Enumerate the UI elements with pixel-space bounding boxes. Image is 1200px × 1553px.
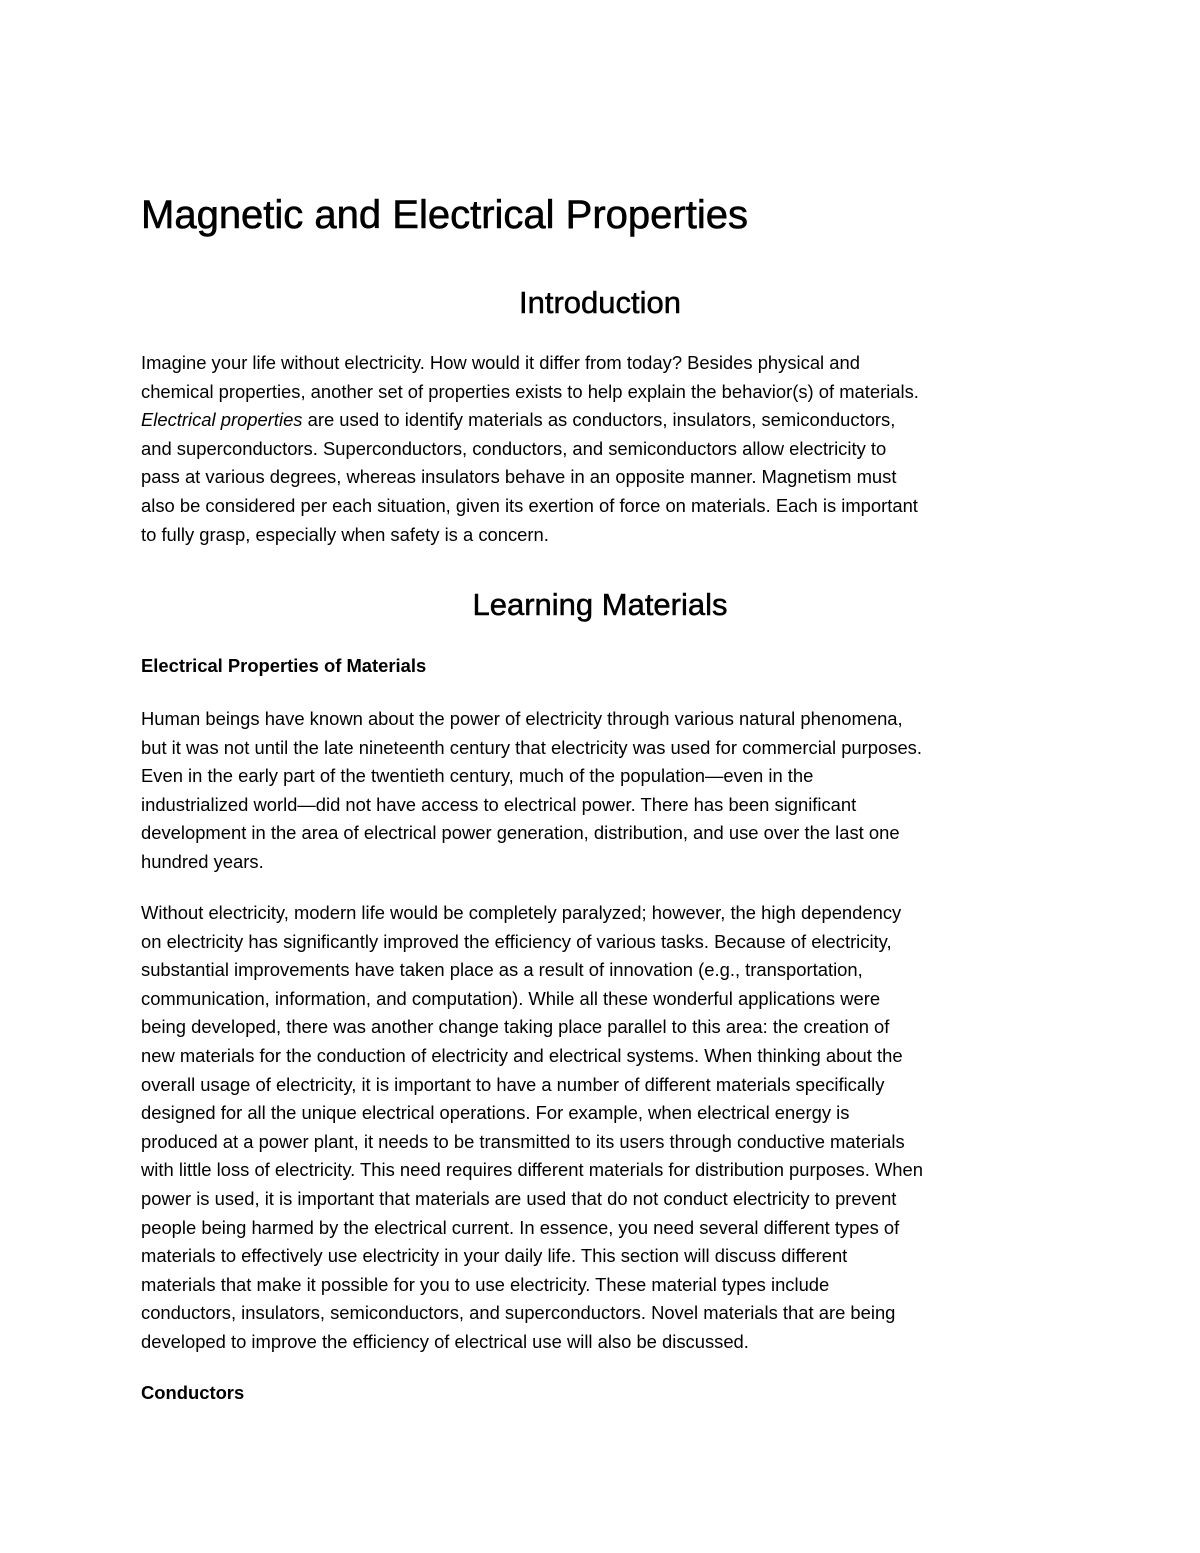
text-line: Even in the early part of the twentieth century, much of the population—even in the (141, 765, 814, 787)
text-line: also be considered per each situation, given its exertion of force on materials. Each is important (141, 494, 918, 516)
text-line: to fully grasp, especially when safety is a concern. (141, 523, 549, 545)
text-line: power is used, it is important that materials are used that do not conduct electricity to prevent (141, 1187, 897, 1209)
text-line: developed to improve the efficiency of electrical use will also be discussed. (141, 1330, 749, 1352)
italic-term: Electrical properties (141, 409, 303, 431)
text-line: conductors, insulators, semiconductors, and superconductors. Novel materials that are being (141, 1302, 896, 1324)
introduction-paragraph (141, 349, 1066, 549)
text-line: chemical properties, another set of properties exists to help explain the behavior(s) of materials. (141, 380, 919, 402)
text-line: overall usage of electricity, it is important to have a number of different materials specifically (141, 1073, 885, 1095)
text-line: hundred years. (141, 850, 264, 872)
text-line: new materials for the conduction of electricity and electrical systems. When thinking about the (141, 1044, 903, 1066)
conductors-subheading: Conductors (141, 1382, 245, 1403)
learning-materials-heading: Learning Materials (472, 587, 728, 622)
text-line: Without electricity, modern life would be completely paralyzed; however, the high dependency (141, 902, 902, 923)
document-title: Magnetic and Electrical Properties (141, 193, 748, 237)
text-line: materials to effectively use electricity in your daily life. This section will discuss different (141, 1245, 848, 1267)
text-line: and superconductors. Superconductors, conductors, and semiconductors allow electricity to (141, 437, 887, 459)
text-line: people being harmed by the electrical current. In essence, you need several different types of (141, 1216, 900, 1238)
text-fragment: are used to identify materials as conductors, insulators, semiconductors, (302, 409, 896, 431)
text-line: but it was not until the late nineteenth century that electricity was used for commercial purposes. (141, 736, 922, 758)
text-line: with little loss of electricity. This need requires different materials for distribution purposes. When (141, 1159, 923, 1181)
text-line: being developed, there was another change taking place parallel to this area: the creation of (141, 1016, 890, 1038)
text-line: Imagine your life without electricity. How would it differ from today? Besides physical and (141, 352, 860, 373)
text-line: industrialized world—did not have access to electrical power. There has been significant (141, 793, 857, 815)
text-line: produced at a power plant, it needs to be transmitted to its users through conductive materials (141, 1130, 905, 1152)
electrical-properties-paragraph-2 (141, 899, 1066, 1357)
text-line (141, 406, 1066, 435)
electrical-properties-paragraph-1 (141, 705, 1066, 877)
text-line: Human beings have known about the power of electricity through various natural phenomena, (141, 708, 903, 729)
electrical-properties-subheading: Electrical Properties of Materials (141, 655, 427, 676)
text-line: communication, information, and computation). While all these wonderful applications were (141, 987, 881, 1009)
text-line: designed for all the unique electrical operations. For example, when electrical energy is (141, 1102, 850, 1124)
text-line: pass at various degrees, whereas insulators behave in an opposite manner. Magnetism must (141, 466, 897, 488)
text-line: development in the area of electrical power generation, distribution, and use over the last one (141, 822, 900, 844)
text-line: materials that make it possible for you to use electricity. These material types include (141, 1273, 830, 1295)
text-line: substantial improvements have taken place as a result of innovation (e.g., transportation, (141, 959, 863, 981)
text-line: on electricity has significantly improved the efficiency of various tasks. Because of electricity, (141, 930, 892, 952)
introduction-heading: Introduction (519, 285, 681, 320)
